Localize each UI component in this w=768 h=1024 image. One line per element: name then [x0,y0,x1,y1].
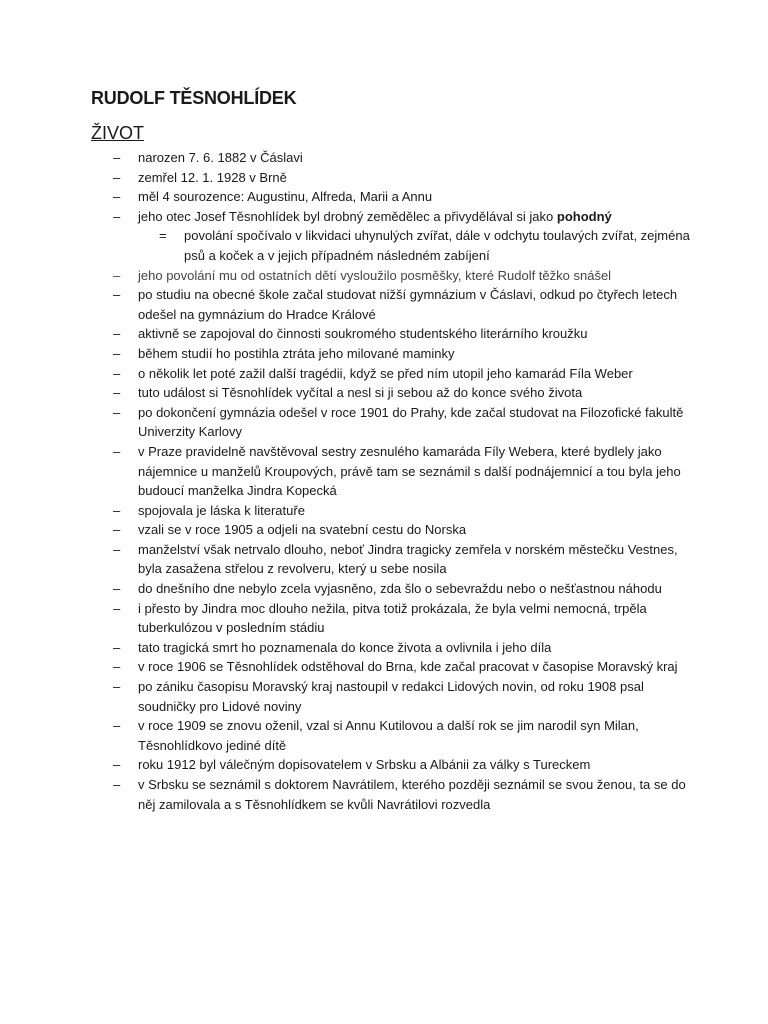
document-title: RUDOLF TĚSNOHLÍDEK [91,88,297,108]
list-item-text: po zániku časopisu Moravský kraj nastoupil v redakci Lidových novin, od roku 1908 psal soudničky pro Lidové noviny [138,679,644,714]
list-item [91,579,691,599]
list-item-text: narozen 7. 6. 1882 v Čáslavi [138,150,303,165]
bullet-dash: – [113,502,121,518]
document-page [91,86,691,814]
section-heading-zivot: ŽIVOT [91,123,144,143]
sub-bullet-equals: = [159,228,167,244]
list-item [91,148,691,168]
list-item-bold-term: pohodný [556,208,612,224]
list-item-text: tuto událost si Těsnohlídek vyčítal a nesl si ji sebou až do konce svého života [138,385,583,401]
bullet-dash: – [113,777,121,792]
list-item-text: i přesto by Jindra moc dlouho nežila, pitva totiž prokázala, že byla velmi nemocná, trpěla tuberkulózou v posledním stádiu [138,600,647,636]
list-item-text: během studií ho postihla ztráta jeho milované maminky [138,345,455,361]
bullet-dash: – [113,385,121,401]
bullet-dash: – [113,679,121,695]
list-item [91,207,691,227]
bullet-dash: – [113,659,121,675]
list-item-text: v Praze pravidelně navštěvoval sestry zesnulého kamaráda Fíly Webera, které bydlely jako nájemnice u manželů Kroupových, právě tam se seznámil s další podnájemnicí a tou byla jeho budoucí manželka Jindra Kopecká [138,443,681,499]
list-item [91,344,691,364]
bullet-dash: – [113,208,121,224]
bullet-dash: – [113,522,121,538]
list-item-text: po studiu na obecné škole začal studovat nižší gymnázium v Čáslavi, odkud po čtyřech letech odešel na gymnázium do Hradce Králové [138,287,678,322]
list-item [91,677,691,716]
bullet-dash: – [113,326,121,342]
list-item [91,775,691,814]
bullet-dash: – [113,150,121,165]
list-item-text: do dnešního dne nebylo zcela vyjasněno, zda šlo o sebevraždu nebo o nešťastnou náhodu [138,581,662,597]
sub-list-item [91,226,691,265]
bullet-dash: – [113,267,121,283]
list-item [91,285,691,324]
list-item [91,657,691,677]
list-item-text: měl 4 sourozence: Augustinu, Alfreda, Marii a Annu [138,189,433,205]
list-item [91,324,691,344]
list-item-text: jeho povolání mu od ostatních dětí vysloužilo posměšky, které Rudolf těžko snášel [138,267,612,283]
list-item [91,364,691,384]
list-item-text: v roce 1909 se znovu oženil, vzal si Annu Kutilovou a další rok se jim narodil syn Milan, Těsnohlídkovo jediné dítě [138,718,639,753]
list-item [91,540,691,579]
list-item [91,383,691,403]
bullet-dash: – [113,581,121,597]
list-item-text: zemřel 12. 1. 1928 v Brně [138,169,287,185]
list-item-text: aktivně se zapojoval do činnosti soukromého studentského literárního kroužku [138,326,588,342]
list-item [91,187,691,207]
list-item [91,755,691,775]
bullet-dash: – [113,189,121,205]
list-item-text: o několik let poté zažil další tragédii, když se před ním utopil jeho kamarád Fíla Weber [138,365,633,381]
list-item-text: vzali se v roce 1905 a odjeli na svatební cestu do Norska [138,522,467,538]
list-item-text: jeho otec Josef Těsnohlídek byl drobný zemědělec a přivydělával si jako [138,208,557,224]
bullet-dash: – [113,639,121,655]
list-item [91,442,691,501]
list-item-text: roku 1912 byl válečným dopisovatelem v Srbsku a Albánii za války s Tureckem [138,757,591,773]
bullet-dash: – [113,345,121,361]
list-item-text: v Srbsku se seznámil s doktorem Navrátilem, kterého později seznámil se svou ženou, ta se do něj zamilovala a s Těsnohlídkem se kvůli Navrátilovi rozvedla [138,777,686,812]
list-item-text: manželství však netrvalo dlouho, neboť Jindra tragicky zemřela v norském městečku Vestnes, byla zasažena střelou z revolveru, který u sebe nosila [138,541,678,577]
list-item [91,266,691,286]
bullet-dash: – [113,169,121,185]
list-item-text: v roce 1906 se Těsnohlídek odstěhoval do Brna, kde začal pracovat v časopise Moravský kraj [138,659,678,675]
biography-list [91,148,691,814]
bullet-dash: – [113,287,121,303]
list-item-text: po dokončení gymnázia odešel v roce 1901 do Prahy, kde začal studovat na Filozofické fakultě Univerzity Karlovy [138,404,684,440]
list-item [91,403,691,442]
bullet-dash: – [113,404,121,420]
bullet-dash: – [113,600,121,616]
bullet-dash: – [113,541,121,557]
bullet-dash: – [113,718,121,734]
list-item-text: povolání spočívalo v likvidaci uhynulých zvířat, dále v odchytu toulavých zvířat, zejména psů a koček a v jejich případném následném zabíjení [184,228,690,263]
list-item [91,168,691,188]
list-item [91,716,691,755]
list-item [91,501,691,521]
list-item-text: spojovala je láska k literatuře [138,502,305,518]
list-item [91,520,691,540]
list-item [91,599,691,638]
bullet-dash: – [113,443,121,459]
bullet-dash: – [113,757,121,773]
list-item [91,638,691,658]
list-item-text: tato tragická smrt ho poznamenala do konce života a ovlivnila i jeho díla [138,639,552,655]
bullet-dash: – [113,365,121,381]
